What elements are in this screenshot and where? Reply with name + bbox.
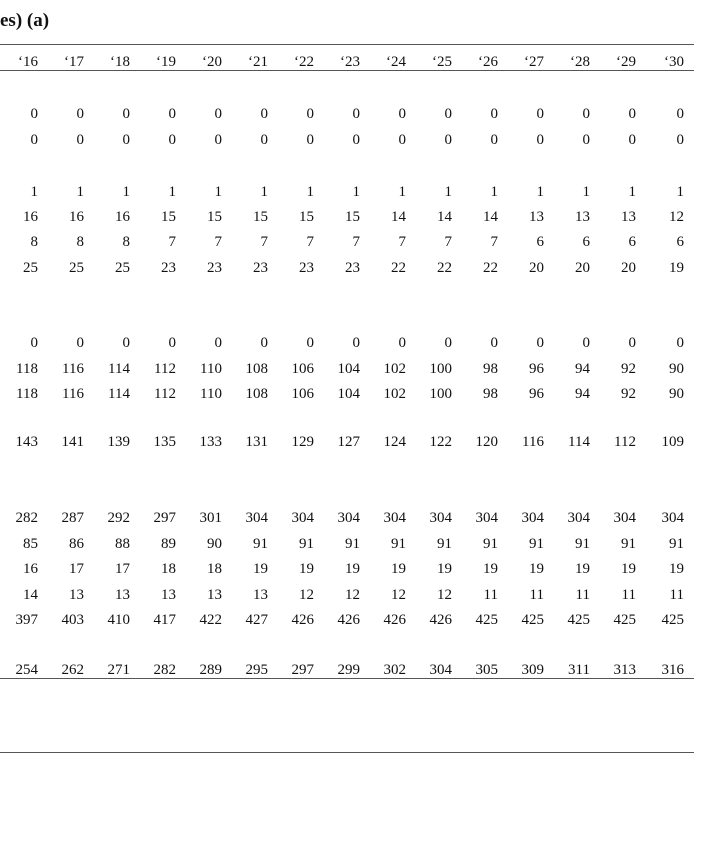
table-cell: 112: [154, 386, 176, 402]
table-cell: 16: [23, 561, 38, 577]
table-cell: 11: [483, 587, 498, 603]
table-cell: 1: [398, 184, 406, 200]
table-cell: 6: [628, 234, 636, 250]
table-cell: 23: [253, 260, 268, 276]
table-cell: 304: [475, 510, 498, 526]
table-cell: 22: [437, 260, 452, 276]
table-cell: 1: [76, 184, 84, 200]
table-cell: 0: [490, 335, 498, 351]
table-row: [0, 559, 694, 579]
table-cell: 143: [15, 434, 38, 450]
table-cell: 91: [253, 536, 268, 552]
table-cell: 1: [352, 184, 360, 200]
table-cell: 11: [669, 587, 684, 603]
table-cell: 19: [253, 561, 268, 577]
table-cell: 422: [199, 612, 222, 628]
table-cell: 19: [529, 561, 544, 577]
table-cell: 94: [575, 361, 590, 377]
table-cell: 20: [529, 260, 544, 276]
table-cell: 19: [299, 561, 314, 577]
table-cell: 0: [676, 106, 684, 122]
table-cell: 110: [200, 361, 222, 377]
table-row: [0, 333, 694, 353]
table-cell: 425: [613, 612, 636, 628]
table-cell: 13: [207, 587, 222, 603]
table-cell: 13: [621, 209, 636, 225]
table-cell: 18: [207, 561, 222, 577]
table-cell: 0: [76, 335, 84, 351]
table-cell: 1: [30, 184, 38, 200]
table-cell: 11: [621, 587, 636, 603]
table-cell: 127: [337, 434, 360, 450]
table-cell: 104: [337, 361, 360, 377]
table-cell: 0: [490, 132, 498, 148]
table-cell: 19: [345, 561, 360, 577]
table-cell: 0: [398, 132, 406, 148]
table-cell: 109: [661, 434, 684, 450]
table-cell: 1: [444, 184, 452, 200]
table-cell: 297: [291, 662, 314, 678]
table-cell: 6: [536, 234, 544, 250]
table-cell: 7: [398, 234, 406, 250]
table-cell: 282: [153, 662, 176, 678]
table-cell: 16: [23, 209, 38, 225]
table-row: [0, 258, 694, 278]
table-cell: 305: [475, 662, 498, 678]
table-cell: 91: [299, 536, 314, 552]
table-cell: 17: [115, 561, 130, 577]
table-cell: 98: [483, 361, 498, 377]
table-row: [0, 534, 694, 554]
table-cell: 0: [30, 132, 38, 148]
table-cell: 7: [490, 234, 498, 250]
table-cell: 0: [444, 335, 452, 351]
table-cell: 282: [15, 510, 38, 526]
table-cell: 1: [582, 184, 590, 200]
table-cell: 1: [490, 184, 498, 200]
table-cell: 304: [521, 510, 544, 526]
table-cell: 0: [582, 132, 590, 148]
table-cell: 92: [621, 361, 636, 377]
table-cell: 13: [575, 209, 590, 225]
table-cell: 0: [30, 106, 38, 122]
table-cell: 8: [122, 234, 130, 250]
table-cell: 14: [391, 209, 406, 225]
table-cell: 1: [260, 184, 268, 200]
table-cell: 1: [628, 184, 636, 200]
table-cell: 120: [475, 434, 498, 450]
table-cell: 1: [122, 184, 130, 200]
table-cell: 0: [168, 106, 176, 122]
table-cell: 13: [529, 209, 544, 225]
table-row: [0, 232, 694, 252]
table-cell: 25: [23, 260, 38, 276]
header-row: [0, 52, 694, 72]
table-cell: 116: [62, 386, 84, 402]
table-cell: 0: [444, 132, 452, 148]
table-row: [0, 130, 694, 150]
table-cell: 118: [16, 386, 38, 402]
table-cell: 311: [568, 662, 590, 678]
table-cell: 1: [214, 184, 222, 200]
table-cell: 129: [291, 434, 314, 450]
table-cell: 0: [214, 335, 222, 351]
column-header: ‘30: [664, 54, 684, 70]
table-cell: 7: [168, 234, 176, 250]
table-row: [0, 660, 694, 680]
table-cell: 0: [76, 106, 84, 122]
table-cell: 304: [245, 510, 268, 526]
table-cell: 91: [669, 536, 684, 552]
table-cell: 91: [345, 536, 360, 552]
table-row: [0, 359, 694, 379]
table-cell: 22: [483, 260, 498, 276]
column-header: ‘23: [340, 54, 360, 70]
table-cell: 254: [15, 662, 38, 678]
table-cell: 19: [575, 561, 590, 577]
table-cell: 0: [306, 106, 314, 122]
table-cell: 410: [107, 612, 130, 628]
table-cell: 403: [61, 612, 84, 628]
table-cell: 23: [345, 260, 360, 276]
table-cell: 0: [398, 106, 406, 122]
table-cell: 19: [483, 561, 498, 577]
table-cell: 425: [567, 612, 590, 628]
table-cell: 6: [582, 234, 590, 250]
table-cell: 91: [483, 536, 498, 552]
table-cell: 1: [168, 184, 176, 200]
table-cell: 426: [383, 612, 406, 628]
table-cell: 262: [61, 662, 84, 678]
table-cell: 11: [529, 587, 544, 603]
table-cell: 0: [628, 132, 636, 148]
table-cell: 114: [568, 434, 590, 450]
table-cell: 1: [536, 184, 544, 200]
table-cell: 0: [582, 335, 590, 351]
table-cell: 0: [676, 335, 684, 351]
table-cell: 89: [161, 536, 176, 552]
table-cell: 19: [621, 561, 636, 577]
table-cell: 426: [429, 612, 452, 628]
table-cell: 0: [490, 106, 498, 122]
table-cell: 0: [536, 106, 544, 122]
table-cell: 0: [398, 335, 406, 351]
table-cell: 295: [245, 662, 268, 678]
table-cell: 13: [69, 587, 84, 603]
table-cell: 106: [291, 361, 314, 377]
table-cell: 85: [23, 536, 38, 552]
table-cell: 304: [661, 510, 684, 526]
column-header: ‘24: [386, 54, 406, 70]
table-cell: 13: [115, 587, 130, 603]
table-cell: 114: [108, 386, 130, 402]
table-cell: 0: [260, 106, 268, 122]
table-cell: 17: [69, 561, 84, 577]
table-cell: 0: [628, 335, 636, 351]
table-cell: 20: [575, 260, 590, 276]
table-cell: 19: [669, 260, 684, 276]
table-cell: 302: [383, 662, 406, 678]
table-cell: 90: [207, 536, 222, 552]
table-cell: 19: [669, 561, 684, 577]
table-cell: 1: [306, 184, 314, 200]
table-cell: 90: [669, 386, 684, 402]
table-row: [0, 384, 694, 404]
table-cell: 100: [429, 386, 452, 402]
table-cell: 16: [69, 209, 84, 225]
table-cell: 0: [676, 132, 684, 148]
table-cell: 1: [676, 184, 684, 200]
table-cell: 88: [115, 536, 130, 552]
table-cell: 0: [260, 335, 268, 351]
table-cell: 301: [199, 510, 222, 526]
table-cell: 427: [245, 612, 268, 628]
table-cell: 0: [260, 132, 268, 148]
table-cell: 23: [207, 260, 222, 276]
table-cell: 102: [383, 386, 406, 402]
table-cell: 91: [575, 536, 590, 552]
table-cell: 7: [352, 234, 360, 250]
table-cell: 304: [613, 510, 636, 526]
table-cell: 86: [69, 536, 84, 552]
table-cell: 0: [168, 132, 176, 148]
table-cell: 0: [352, 106, 360, 122]
table-cell: 116: [522, 434, 544, 450]
table-cell: 22: [391, 260, 406, 276]
column-header: ‘22: [294, 54, 314, 70]
table-row: [0, 610, 694, 630]
table-row: [0, 182, 694, 202]
table-cell: 118: [16, 361, 38, 377]
column-header: ‘29: [616, 54, 636, 70]
table-cell: 425: [521, 612, 544, 628]
table-cell: 19: [391, 561, 406, 577]
table-cell: 304: [429, 662, 452, 678]
column-header: ‘17: [64, 54, 84, 70]
table-cell: 304: [429, 510, 452, 526]
table-row: [0, 508, 694, 528]
table-cell: 25: [69, 260, 84, 276]
table-row: [0, 585, 694, 605]
table-cell: 133: [199, 434, 222, 450]
table-cell: 15: [345, 209, 360, 225]
table-cell: 25: [115, 260, 130, 276]
table-cell: 6: [676, 234, 684, 250]
table-cell: 7: [214, 234, 222, 250]
table-cell: 102: [383, 361, 406, 377]
table-cell: 7: [260, 234, 268, 250]
column-header: ‘21: [248, 54, 268, 70]
column-header: ‘18: [110, 54, 130, 70]
table-cell: 20: [621, 260, 636, 276]
table-cell: 12: [299, 587, 314, 603]
table-cell: 15: [207, 209, 222, 225]
table-cell: 292: [107, 510, 130, 526]
table-cell: 316: [661, 662, 684, 678]
table-cell: 417: [153, 612, 176, 628]
table-cell: 8: [76, 234, 84, 250]
column-header: ‘20: [202, 54, 222, 70]
table-cell: 14: [23, 587, 38, 603]
table-cell: 0: [352, 132, 360, 148]
table-cell: 289: [199, 662, 222, 678]
table-cell: 12: [669, 209, 684, 225]
table-cell: 108: [245, 361, 268, 377]
table-cell: 426: [291, 612, 314, 628]
table-cell: 124: [383, 434, 406, 450]
table-row: [0, 432, 694, 452]
table-cell: 91: [529, 536, 544, 552]
table-cell: 0: [214, 106, 222, 122]
table-cell: 116: [62, 361, 84, 377]
table-cell: 14: [483, 209, 498, 225]
table-cell: 287: [61, 510, 84, 526]
table-cell: 0: [122, 335, 130, 351]
table-cell: 397: [15, 612, 38, 628]
column-header: ‘25: [432, 54, 452, 70]
table-cell: 100: [429, 361, 452, 377]
table-cell: 0: [122, 132, 130, 148]
table-cell: 0: [122, 106, 130, 122]
table-cell: 96: [529, 361, 544, 377]
table-cell: 313: [613, 662, 636, 678]
table-cell: 304: [337, 510, 360, 526]
table-cell: 23: [299, 260, 314, 276]
table-cell: 304: [383, 510, 406, 526]
table-cell: 425: [661, 612, 684, 628]
column-header: ‘28: [570, 54, 590, 70]
table-cell: 108: [245, 386, 268, 402]
table-cell: 91: [621, 536, 636, 552]
table-cell: 0: [306, 335, 314, 351]
table-cell: 91: [437, 536, 452, 552]
table-cell: 271: [107, 662, 130, 678]
table-cell: 122: [429, 434, 452, 450]
table-cell: 15: [299, 209, 314, 225]
table-cell: 12: [391, 587, 406, 603]
table-cell: 309: [521, 662, 544, 678]
table-cell: 297: [153, 510, 176, 526]
table-cell: 304: [567, 510, 590, 526]
table-cell: 13: [253, 587, 268, 603]
table-cell: 112: [614, 434, 636, 450]
table-cell: 91: [391, 536, 406, 552]
table-cell: 8: [30, 234, 38, 250]
table-cell: 11: [575, 587, 590, 603]
table-cell: 12: [345, 587, 360, 603]
table-cell: 0: [536, 132, 544, 148]
table-cell: 0: [76, 132, 84, 148]
table-cell: 96: [529, 386, 544, 402]
table-cell: 0: [628, 106, 636, 122]
table-cell: 15: [253, 209, 268, 225]
table-cell: 19: [437, 561, 452, 577]
table-cell: 299: [337, 662, 360, 678]
table-cell: 0: [214, 132, 222, 148]
table-cell: 112: [154, 361, 176, 377]
table-cell: 131: [245, 434, 268, 450]
table-cell: 114: [108, 361, 130, 377]
table-cell: 426: [337, 612, 360, 628]
table-cell: 12: [437, 587, 452, 603]
table-cell: 141: [61, 434, 84, 450]
table-title: es) (a): [0, 10, 50, 31]
table-cell: 18: [161, 561, 176, 577]
table-cell: 16: [115, 209, 130, 225]
table-cell: 98: [483, 386, 498, 402]
table-cell: 90: [669, 361, 684, 377]
table-cell: 94: [575, 386, 590, 402]
table-cell: 0: [352, 335, 360, 351]
table-cell: 0: [30, 335, 38, 351]
table-row: [0, 207, 694, 227]
table-cell: 15: [161, 209, 176, 225]
table-cell: 304: [291, 510, 314, 526]
column-header: ‘27: [524, 54, 544, 70]
table-cell: 425: [475, 612, 498, 628]
table-cell: 14: [437, 209, 452, 225]
table-cell: 0: [582, 106, 590, 122]
table-cell: 7: [306, 234, 314, 250]
table-cell: 104: [337, 386, 360, 402]
table-cell: 106: [291, 386, 314, 402]
column-header: ‘19: [156, 54, 176, 70]
table-cell: 0: [306, 132, 314, 148]
table-cell: 23: [161, 260, 176, 276]
table-cell: 92: [621, 386, 636, 402]
table-row: [0, 104, 694, 124]
table-cell: 110: [200, 386, 222, 402]
table-cell: 135: [153, 434, 176, 450]
column-header: ‘16: [18, 54, 38, 70]
table-cell: 139: [107, 434, 130, 450]
column-header: ‘26: [478, 54, 498, 70]
table-cell: 13: [161, 587, 176, 603]
table-cell: 0: [536, 335, 544, 351]
table-cell: 7: [444, 234, 452, 250]
table-cell: 0: [444, 106, 452, 122]
table-cell: 0: [168, 335, 176, 351]
